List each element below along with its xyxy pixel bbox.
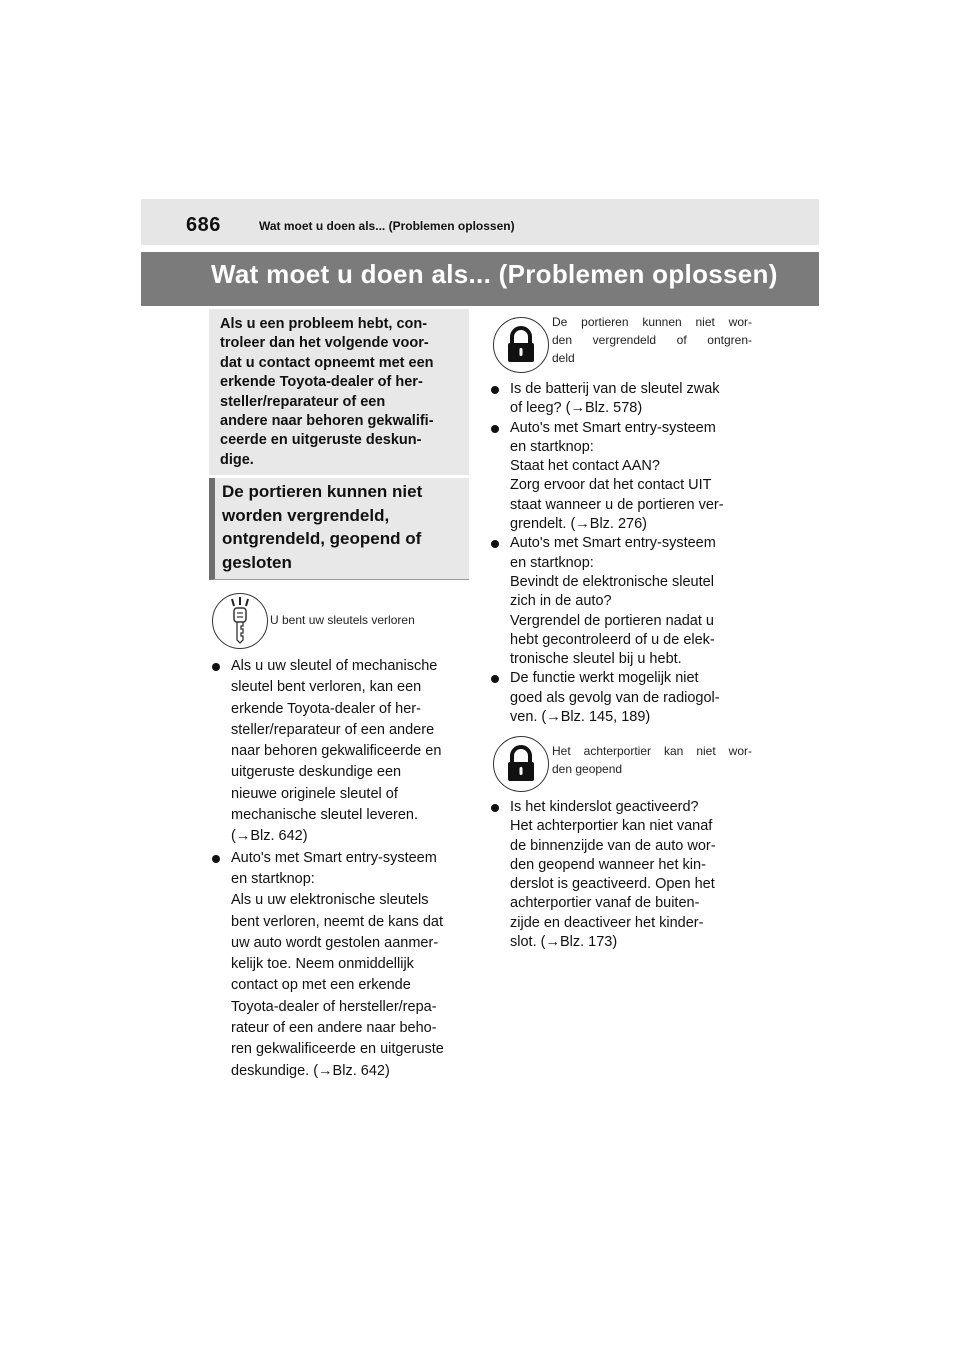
section-heading: De portieren kunnen niet worden vergrendeld, ontgrendeld, geopend of gesloten — [222, 482, 423, 572]
list-item: Auto's met Smart entry-systeem en startknop: Staat het contact AAN? Zorg ervoor dat het contact UIT staat wanneer u de portieren ver- grendelt. (→Blz. 276) — [491, 419, 741, 535]
lock-bullet-list-2 — [491, 798, 741, 952]
page-number: 686 — [186, 214, 221, 236]
list-item: Is de batterij van de sleutel zwak of leeg? (→Blz. 578) — [491, 380, 741, 419]
key-icon-label: U bent uw sleutels verloren — [270, 613, 415, 627]
lock-icon — [493, 736, 549, 792]
list-item: Auto's met Smart entry-systeem en startknop: Bevindt de elektronische sleutel zich in de auto? Vergrendel de portieren nadat u hebt gecontroleerd of u de elek- tronische sleutel bij u hebt. — [491, 534, 741, 669]
lock-icon-label-2: Het achterportier kan niet wor- den geopend — [552, 744, 752, 776]
page-title: Wat moet u doen als... (Problemen oplossen) — [211, 259, 778, 289]
running-title: Wat moet u doen als... (Problemen oplossen) — [259, 219, 515, 233]
lock-bullet-list-1 — [491, 380, 741, 727]
list-item: Is het kinderslot geactiveerd? Het achterportier kan niet vanaf de binnenzijde van de auto wor- den geopend wanneer het kin- derslot is geactiveerd. Open het achterportier vanaf de buiten- zijde en deactiveer het kinder- slot. (→Blz. 173) — [491, 798, 741, 952]
list-item: De functie werkt mogelijk niet goed als gevolg van de radiogol- ven. (→Blz. 145, 189) — [491, 669, 741, 727]
key-icon — [212, 593, 268, 649]
list-item: Auto's met Smart entry-systeem en startknop: Als u uw elektronische sleutels bent verloren, neemt de kans dat uw auto wordt gestolen aanmer- kelijk toe. Neem onmiddellijk contact op met een erkende Toyota-dealer of hersteller/repa- rateur of een andere naar beho- ren gekwalificeerde en uitgeruste deskundige. (→Blz. 642) — [212, 848, 467, 1082]
intro-text: Als u een probleem hebt, con- troleer dan het volgende voor- dat u contact opneemt met een erkende Toyota-dealer of her- steller/reparateur of een andere naar behoren gekwalifi- ceerde en uitgeruste deskun- dige. — [220, 316, 434, 468]
lock-icon — [493, 317, 549, 373]
lock-icon-label-1: De portieren kunnen niet wor- den vergrendeld of ontgren- deld — [552, 315, 752, 365]
list-item: Als u uw sleutel of mechanische sleutel bent verloren, kan een erkende Toyota-dealer of her- steller/reparateur of een andere naar behoren gekwalificeerde en uitgeruste deskundige een nieuwe originele sleutel of mechanische sleutel leveren. (→Blz. 642) — [212, 656, 467, 848]
key-bullet-list — [212, 656, 467, 1082]
